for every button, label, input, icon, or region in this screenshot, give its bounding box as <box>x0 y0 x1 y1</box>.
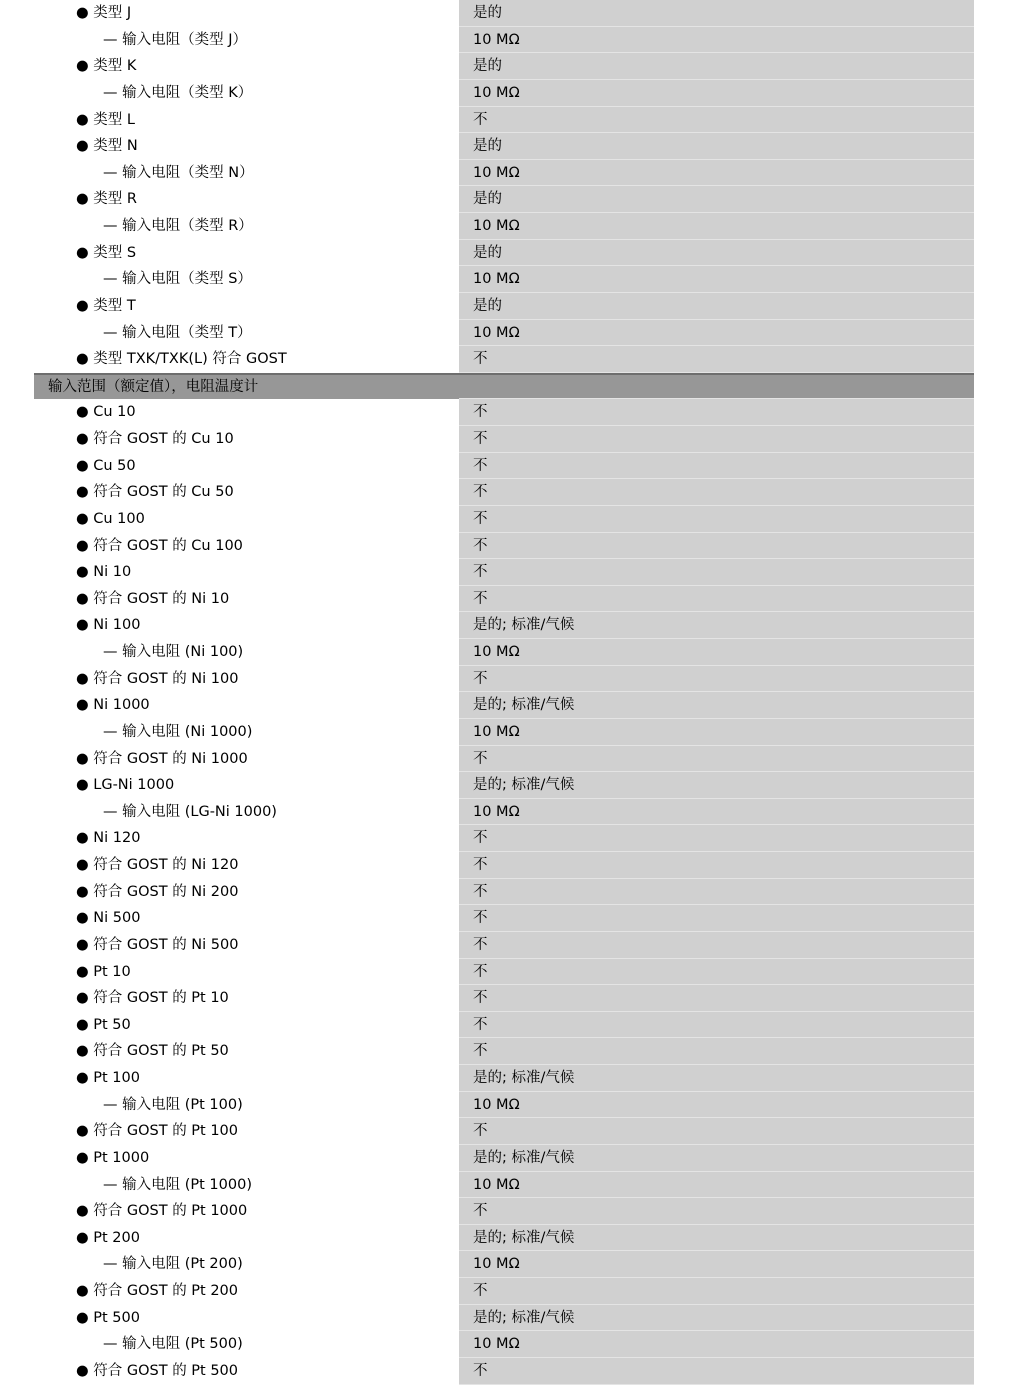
row-label: ● 符合 GOST 的 Ni 120 <box>76 857 239 873</box>
row-label: ● 符合 GOST 的 Cu 10 <box>76 431 234 447</box>
row-label: — 输入电阻（类型 N） <box>103 164 254 181</box>
row-value: 10 MΩ <box>459 639 974 666</box>
table-row <box>34 293 974 320</box>
table-row <box>34 240 974 267</box>
row-value: 是的; 标准/气候 <box>459 1225 974 1252</box>
row-label: ● 符合 GOST 的 Ni 500 <box>76 936 239 953</box>
row-value: 不 <box>459 506 974 533</box>
row-label: ● 符合 GOST 的 Pt 200 <box>76 1283 239 1299</box>
table-row <box>34 133 974 160</box>
table-row <box>34 1038 974 1065</box>
row-value: 不 <box>459 1198 974 1225</box>
row-value: 10 MΩ <box>459 1092 974 1119</box>
row-value: 10 MΩ <box>459 213 974 240</box>
table-row <box>34 107 974 134</box>
row-value: 不 <box>459 479 974 506</box>
row-value: 不 <box>459 932 974 959</box>
table-row <box>34 985 974 1012</box>
table-row <box>34 905 974 932</box>
table-row <box>34 639 974 666</box>
row-label: ● 符合 GOST 的 Cu 100 <box>76 537 243 554</box>
row-value: 不 <box>459 959 974 986</box>
row-value: 是的 <box>459 293 974 320</box>
table-row <box>34 772 974 799</box>
table-row <box>34 1305 974 1332</box>
table-row <box>34 1278 974 1305</box>
row-value <box>459 373 974 400</box>
row-value: 是的 <box>459 0 974 27</box>
row-label: — 输入电阻 (Pt 100) <box>103 1096 243 1113</box>
row-value: 不 <box>459 559 974 586</box>
row-value: 10 MΩ <box>459 160 974 187</box>
row-label: ● Cu 10 <box>76 404 136 421</box>
table-row <box>34 533 974 560</box>
table-row <box>34 1172 974 1199</box>
row-value: 不 <box>459 1358 974 1385</box>
table-row <box>34 959 974 986</box>
row-value: 不 <box>459 1012 974 1039</box>
row-label: ● 符合 GOST 的 Pt 100 <box>76 1123 239 1140</box>
spec-table <box>34 0 974 1385</box>
row-value: 是的; 标准/气候 <box>459 1145 974 1172</box>
table-row <box>34 825 974 852</box>
table-row <box>34 266 974 293</box>
row-label: ● Ni 500 <box>76 910 141 927</box>
row-label: — 输入电阻 (Ni 1000) <box>103 723 253 740</box>
row-label: ● 类型 T <box>76 297 136 314</box>
row-value: 10 MΩ <box>459 266 974 293</box>
row-label: ● Cu 100 <box>76 510 145 527</box>
table-row <box>34 612 974 639</box>
table-row <box>34 1331 974 1358</box>
table-row <box>34 426 974 453</box>
table-row <box>34 453 974 480</box>
row-label: ● Ni 100 <box>76 617 141 634</box>
row-value: 是的; 标准/气候 <box>459 692 974 719</box>
section-title: 输入范围（额定值），电阻温度计 <box>34 373 459 400</box>
row-label: ● Ni 1000 <box>76 697 150 714</box>
row-label: ● 符合 GOST 的 Cu 50 <box>76 484 234 501</box>
row-value: 不 <box>459 746 974 773</box>
table-row <box>34 746 974 773</box>
table-row <box>34 320 974 347</box>
row-label: ● Pt 200 <box>76 1229 140 1246</box>
row-label: — 输入电阻（类型 T） <box>103 324 252 341</box>
row-value: 10 MΩ <box>459 320 974 347</box>
row-value: 是的 <box>459 53 974 80</box>
row-label: ● Pt 50 <box>76 1016 131 1033</box>
row-label: ● 符合 GOST 的 Ni 10 <box>76 590 230 607</box>
row-label: ● 类型 J <box>76 5 132 21</box>
row-label: ● 符合 GOST 的 Pt 50 <box>76 1043 229 1060</box>
section-header-row <box>34 373 974 400</box>
table-row <box>34 1225 974 1252</box>
row-label: ● 类型 S <box>76 244 137 261</box>
row-label: — 输入电阻 (Pt 1000) <box>103 1176 252 1193</box>
table-row <box>34 479 974 506</box>
row-label: ● Ni 10 <box>76 564 132 581</box>
row-label: ● 符合 GOST 的 Ni 1000 <box>76 750 248 767</box>
row-label: — 输入电阻 (LG-Ni 1000) <box>103 803 277 820</box>
row-label: — 输入电阻 (Pt 200) <box>103 1256 243 1273</box>
row-label: ● Pt 500 <box>76 1309 140 1326</box>
table-row <box>34 27 974 54</box>
row-value: 不 <box>459 586 974 613</box>
row-label: — 输入电阻（类型 K） <box>103 84 253 101</box>
table-row <box>34 1251 974 1278</box>
row-label: ● Cu 50 <box>76 457 136 474</box>
row-value: 是的; 标准/气候 <box>459 772 974 799</box>
table-row <box>34 932 974 959</box>
row-label: ● Pt 10 <box>76 963 131 980</box>
row-label: ● 符合 GOST 的 Pt 500 <box>76 1362 239 1379</box>
table-row <box>34 1118 974 1145</box>
table-row <box>34 879 974 906</box>
table-row <box>34 1198 974 1225</box>
row-value: 10 MΩ <box>459 1251 974 1278</box>
row-label: ● 类型 L <box>76 111 135 128</box>
row-value: 是的 <box>459 240 974 267</box>
row-label: ● 类型 R <box>76 191 137 208</box>
row-value: 不 <box>459 533 974 560</box>
row-label: ● Ni 120 <box>76 830 141 847</box>
row-value: 是的; 标准/气候 <box>459 1065 974 1092</box>
row-value: 是的; 标准/气候 <box>459 612 974 639</box>
row-value: 10 MΩ <box>459 80 974 107</box>
table-row <box>34 506 974 533</box>
row-value: 10 MΩ <box>459 799 974 826</box>
row-value: 不 <box>459 1038 974 1065</box>
table-row <box>34 692 974 719</box>
row-label: ● Pt 1000 <box>76 1149 150 1166</box>
row-value: 不 <box>459 879 974 906</box>
table-row <box>34 852 974 879</box>
row-value: 不 <box>459 346 974 373</box>
table-row <box>34 1145 974 1172</box>
row-value: 是的 <box>459 186 974 213</box>
table-row <box>34 53 974 80</box>
row-value: 不 <box>459 426 974 453</box>
row-label: ● LG-Ni 1000 <box>76 777 175 794</box>
row-label: — 输入电阻 (Ni 100) <box>103 644 244 660</box>
table-row <box>34 586 974 613</box>
row-value: 不 <box>459 1278 974 1305</box>
table-row <box>34 666 974 693</box>
row-label: ● 类型 K <box>76 58 137 75</box>
table-row <box>34 186 974 213</box>
row-value: 10 MΩ <box>459 1331 974 1358</box>
table-row <box>34 1012 974 1039</box>
row-value: 是的; 标准/气候 <box>459 1305 974 1332</box>
row-value: 10 MΩ <box>459 27 974 54</box>
table-row <box>34 160 974 187</box>
table-row <box>34 0 974 27</box>
row-label: ● 类型 TXK/TXK(L) 符合 GOST <box>76 351 287 368</box>
row-label: ● 类型 N <box>76 138 138 155</box>
row-value: 不 <box>459 1118 974 1145</box>
row-label: ● 符合 GOST 的 Pt 1000 <box>76 1203 248 1220</box>
row-label: — 输入电阻（类型 S） <box>103 271 252 288</box>
table-row <box>34 719 974 746</box>
row-label: — 输入电阻 (Pt 500) <box>103 1336 243 1353</box>
row-label: — 输入电阻（类型 J） <box>103 31 247 48</box>
table-row <box>34 213 974 240</box>
row-value: 不 <box>459 825 974 852</box>
row-value: 10 MΩ <box>459 719 974 746</box>
row-label: ● 符合 GOST 的 Ni 100 <box>76 670 239 687</box>
table-row <box>34 1092 974 1119</box>
row-value: 10 MΩ <box>459 1172 974 1199</box>
row-value: 不 <box>459 399 974 426</box>
row-value: 不 <box>459 852 974 879</box>
table-row <box>34 559 974 586</box>
table-row <box>34 1065 974 1092</box>
table-row <box>34 399 974 426</box>
row-label: ● Pt 100 <box>76 1070 140 1086</box>
row-value: 不 <box>459 985 974 1012</box>
row-value: 不 <box>459 905 974 932</box>
row-value: 是的 <box>459 133 974 160</box>
table-row <box>34 799 974 826</box>
table-row <box>34 346 974 373</box>
table-row <box>34 80 974 107</box>
table-row <box>34 1358 974 1385</box>
row-value: 不 <box>459 666 974 693</box>
row-label: ● 符合 GOST 的 Ni 200 <box>76 883 239 900</box>
row-label: ● 符合 GOST 的 Pt 10 <box>76 990 229 1007</box>
row-value: 不 <box>459 453 974 480</box>
row-value: 不 <box>459 107 974 134</box>
row-label: — 输入电阻（类型 R） <box>103 218 253 234</box>
